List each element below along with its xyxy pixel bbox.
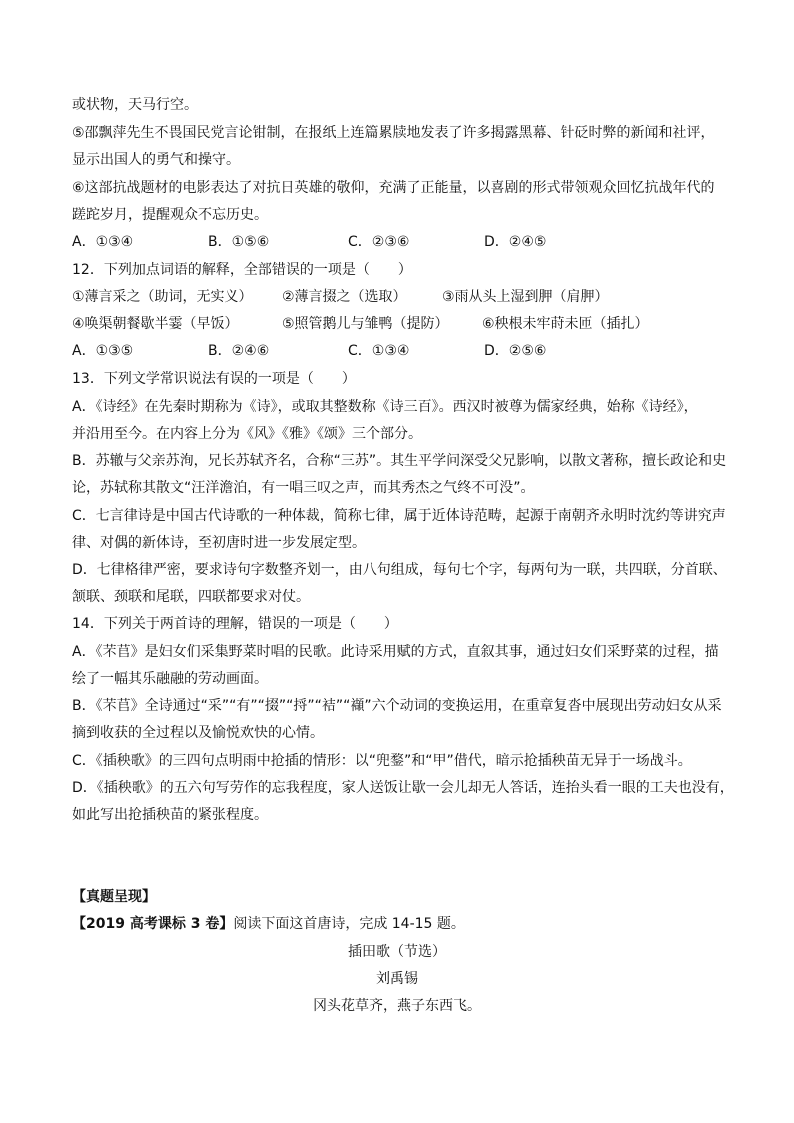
q11-option-b: B．①⑤⑥ <box>208 234 270 250</box>
q14-a-line1: A．《芣苢》是妇女们采集野菜时唱的民歌。此诗采用赋的方式，直叙其事，通过妇女们采野菜的过程，描 <box>72 644 719 660</box>
q12-item5: ⑤照管鹅儿与雏鸭（提防） <box>282 316 449 332</box>
q11-option-c: C．②③⑥ <box>348 234 410 250</box>
q14-b-line1: B．《芣苢》全诗通过“采”“有”“掇”“捋”“袺”“襭”六个动词的变换运用，在重章复沓中展现出劳动妇女从采 <box>72 698 722 714</box>
q12-item3: ③雨从头上湿到胛（肩胛） <box>442 289 609 305</box>
q12-row2 <box>72 314 649 334</box>
q11-item6-line1: ⑥这部抗战题材的电影表达了对抗日英雄的敬仰，充满了正能量，以喜剧的形式带领观众回忆抗战年代的 <box>72 180 715 196</box>
q14-stem: 14．下列关于两首诗的理解，错误的一项是（ ） <box>72 616 398 632</box>
q12-item6: ⑥秧根未牢莳未匝（插扎） <box>482 316 649 332</box>
q11-line-cont: 或状物，天马行空。 <box>72 97 198 113</box>
q12-item2: ②薄言掇之（选取） <box>282 289 407 305</box>
section-source-tag: 【2019 高考课标 3 卷】 <box>72 916 234 932</box>
q14-d-line2: 如此写出抢插秧苗的紧张程度。 <box>72 807 268 823</box>
q13-b-line1: B．苏辙与父亲苏洵，兄长苏轼齐名，合称“三苏”。其生平学问深受父兄影响，以散文著称，擅长政论和史 <box>72 453 727 469</box>
section-heading: 【真题呈现】 <box>72 889 156 905</box>
q13-b-line2: 论，苏轼称其散文“汪洋澹泊，有一唱三叹之声，而其秀杰之气终不可没”。 <box>72 480 535 496</box>
q11-option-d: D．②④⑤ <box>484 234 547 250</box>
q14-b-line2: 摘到收获的全过程以及愉悦欢快的心情。 <box>72 725 324 741</box>
q12-row1 <box>72 287 609 307</box>
q13-c-line2: 律、对偶的新体诗，至初唐时进一步发展定型。 <box>72 535 366 551</box>
q13-a-line2: 并沿用至今。在内容上分为《风》《雅》《颂》三个部分。 <box>72 426 422 442</box>
q13-a-line1: A．《诗经》在先秦时期称为《诗》，或取其整数称《诗三百》。西汉时被尊为儒家经典，始称《诗经》， <box>72 399 698 415</box>
q11-options <box>72 232 546 252</box>
q11-item6-line2: 蹉跎岁月，提醒观众不忘历史。 <box>72 207 268 223</box>
section-instruction: 阅读下面这首唐诗，完成 14-15 题。 <box>233 916 465 932</box>
q12-option-d: D．②⑤⑥ <box>484 343 547 359</box>
q11-option-a: A．①③④ <box>72 234 134 250</box>
q13-d-line1: D．七律格律严密，要求诗句字数整齐划一，由八句组成，每句七个字，每两句为一联，共四联，分首联、 <box>72 562 727 578</box>
q13-stem: 13．下列文学常识说法有误的一项是（ ） <box>72 371 356 387</box>
q13-d-line2: 颔联、颈联和尾联，四联都要求对仗。 <box>72 589 310 605</box>
q14-c-line1: C．《插秧歌》的三四句点明雨中抢插的情形：以“兜鍪”和“甲”借代，暗示抢插秧苗无异于一场战斗。 <box>72 753 692 769</box>
q12-item1: ①薄言采之（助词，无实义） <box>72 289 253 305</box>
q12-stem: 12．下列加点词语的解释，全部错误的一项是（ ） <box>72 262 412 278</box>
q12-option-b: B．②④⑥ <box>208 343 270 359</box>
q12-item4: ④唤渠朝餐歇半霎（早饭） <box>72 316 239 332</box>
poem-author: 刘禹锡 <box>376 971 418 987</box>
poem-title: 插田歌（节选） <box>348 944 446 960</box>
q12-option-c: C．①③④ <box>348 343 410 359</box>
q11-item5-line2: 显示出国人的勇气和操守。 <box>72 152 240 168</box>
q12-option-a: A．①③⑤ <box>72 343 134 359</box>
q12-options <box>72 341 546 361</box>
q13-c-line1: C．七言律诗是中国古代诗歌的一种体裁，简称七律，属于近体诗范畴，起源于南朝齐永明时沈约等讲究声 <box>72 508 726 524</box>
q11-item5-line1: ⑤邵飘萍先生不畏国民党言论钳制，在报纸上连篇累牍地发表了许多揭露黑幕、针砭时弊的新闻和社评， <box>72 125 715 141</box>
poem-line-1: 冈头花草齐，燕子东西飞。 <box>313 998 481 1014</box>
section-source-line <box>72 914 465 934</box>
q14-a-line2: 绘了一幅其乐融融的劳动画面。 <box>72 671 268 687</box>
q14-d-line1: D．《插秧歌》的五六句写劳作的忘我程度，家人送饭让歇一会儿却无人答话，连抬头看一眼的工夫也没有， <box>72 780 734 796</box>
